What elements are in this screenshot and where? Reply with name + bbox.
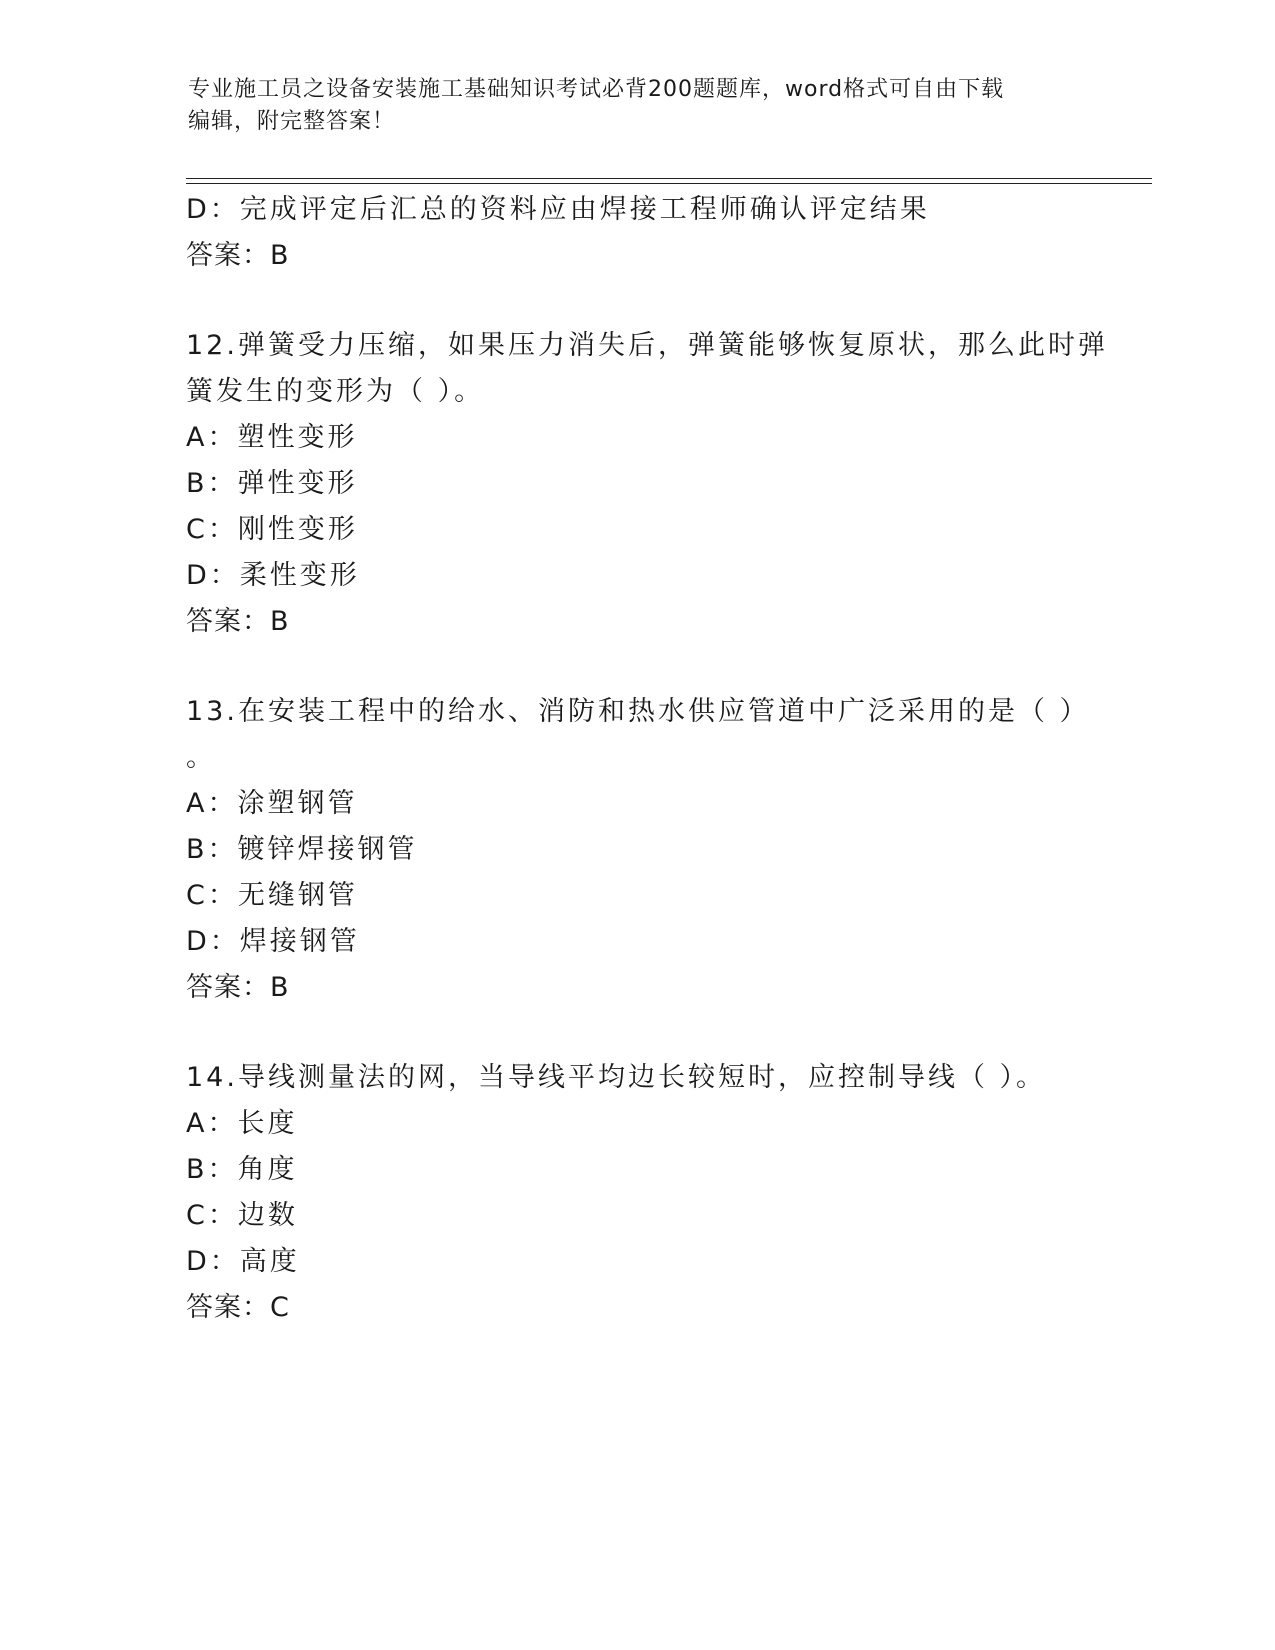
answer: 答案：B [186,972,290,1003]
question-text-line-1: 13.在安装工程中的给水、消防和热水供应管道中广泛采用的是（ ） [186,696,1090,727]
question-text-line-2: 。 [186,742,216,773]
header-divider-top [186,178,1152,179]
question-content [186,187,1108,1331]
header-title-line-1: 专业施工员之设备安装施工基础知识考试必背200题题库，word格式可自由下载 [188,77,1005,102]
question-text-line-1: 12.弹簧受力压缩，如果压力消失后，弹簧能够恢复原状，那么此时弹 [186,330,1108,361]
option-b: B：弹性变形 [186,468,358,499]
option-d: D：柔性变形 [186,560,360,591]
option-c: C：刚性变形 [186,514,358,545]
spacer [186,645,1086,689]
question-text-line-2: 簧发生的变形为（ ）。 [186,376,485,407]
option-d: D：焊接钢管 [186,926,360,957]
option-a: A：涂塑钢管 [186,788,358,819]
carryover-answer: 答案：B [186,240,290,271]
option-c: C：边数 [186,1200,298,1231]
spacer [186,279,1086,323]
question-12 [186,323,1108,645]
option-d: D：高度 [186,1246,300,1277]
answer: 答案：C [186,1292,290,1323]
option-b: B：镀锌焊接钢管 [186,834,418,865]
carryover-option-d: D：完成评定后汇总的资料应由焊接工程师确认评定结果 [186,194,930,225]
question-text-line-1: 14.导线测量法的网，当导线平均边长较短时，应控制导线（ ）。 [186,1062,1047,1093]
option-a: A：塑性变形 [186,422,358,453]
question-13 [186,689,1090,1011]
question-14 [186,1055,1086,1331]
header-divider-bottom [186,183,1152,184]
option-a: A：长度 [186,1108,298,1139]
header-title-line-2: 编辑，附完整答案！ [188,109,396,134]
option-c: C：无缝钢管 [186,880,358,911]
option-b: B：角度 [186,1154,298,1185]
document-header [188,74,1088,138]
spacer [186,1011,1086,1055]
answer: 答案：B [186,606,290,637]
